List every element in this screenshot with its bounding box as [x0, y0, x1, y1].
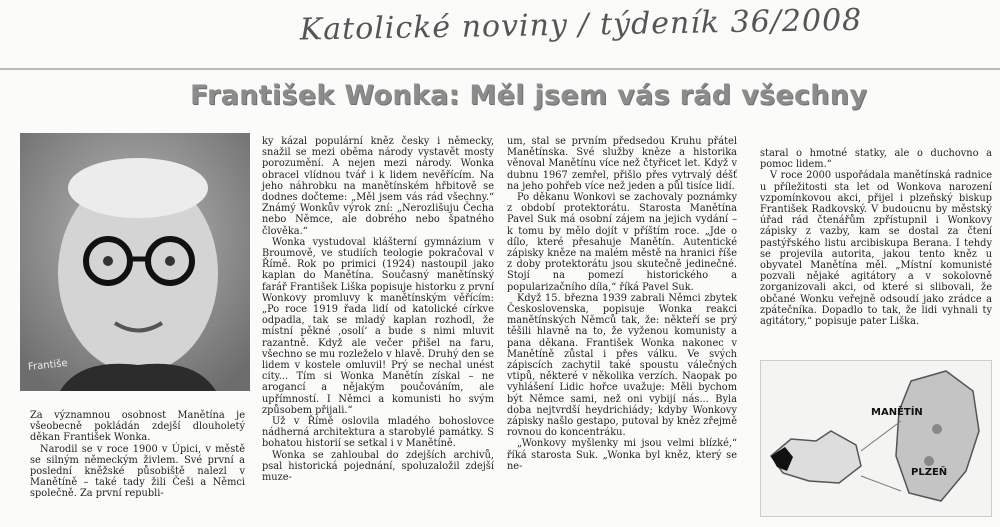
manetin-dot	[932, 424, 942, 434]
paragraph: staral o hmotné statky, ale o duchovno a pomoc lidem.“	[760, 148, 992, 171]
photo-caption: Za významnou osobnost Manětína je všeobecně pokládán zdejší dlouholetý děkan František Wonka.	[30, 410, 245, 444]
paragraph: Po děkanu Wonkovi se zachovaly poznámky z období protektorátu. Starosta Manětína Pavel Suk má osobní zájem na jejich vydání – k tomu by mělo dojít v příštím roce. „Jde o dílo, které přesahuje Manětín. Autentické zápisky kněze na malém městě na hranici říše z doby protektorátu jsou skutečně jedinečné. Stojí na pomezí historického a popularizačního díla,“ říká Pavel Suk.	[507, 192, 737, 293]
map-label-manetin: MANĚTÍN	[871, 407, 923, 418]
paragraph: Už v Římě oslovila mladého bohoslovce nádherná architektura a starobylé památky. S bohatou historií se setkal i v Manětíně.	[262, 416, 494, 450]
portrait-photo	[20, 133, 250, 391]
paragraph: Wonka vystudoval klášterní gymnázium v Broumově, ve studiích teologie pokračoval v Římě. Rok po primici (1924) nastoupil jako kaplan do Manětína. Současný manětínský farář František Liška popisuje historku z první Wonkovy promluvy k manětínským věřícím: „Po roce 1919 řada lidí od katolické církve odpadla, tak se mladý kaplan rozhodl, že místní pěkné ‚osolí‘ a bude s nimi mluvit razantně. Když ale večer přišel na faru, všechno se mu rozleželo v hlavě. Druhý den se lidem v kostele omluvil! Prý se nechal unést city... Tím si Wonka Manětín získal – ne arogancí a nějakým poučováním, ale upřímností. I Němci a komunisti ho svým způsobem přijali.“	[262, 236, 494, 416]
column-2	[262, 136, 494, 483]
column-3	[507, 136, 737, 472]
portrait-image	[20, 133, 250, 391]
paragraph: um, stal se prvním předsedou Kruhu přátel Manětínska. Své služby kněze a historika věnoval Manětínu více než čtyřicet let. Když v dubnu 1967 zemřel, přišlo přes vytrvalý déšť na jeho pohřeb více než jeden a půl tisíce lidí.	[507, 136, 737, 192]
map-label-plzen: PLZEŇ	[911, 467, 948, 478]
paragraph: „Wonkovy myšlenky mi jsou velmi blízké,“ říká starosta Suk. „Wonka byl kněz, který se ne-	[507, 438, 737, 472]
handwritten-source-note: Katolické noviny / týdeník 36/2008	[299, 2, 863, 48]
top-rule	[0, 68, 1000, 70]
paragraph: Když 15. března 1939 zabrali Němci zbytek Československa, popisuje Wonka reakci manětínských Němců tak, že: někteří se prý těšili hlavně na to, že vyženou komunisty a pana děkana. František Wonka nakonec v Manětíně zůstal i přes válku. Ve svých zápiscích zachytil také spoustu válečných vtipů, některé v několika verzích. Naopak po vyhlášení Lidic hořce uvažuje: Měli bychom být Němce sami, než oni vybijí nás... Byla doba nejtvrdší heydrichiády; kdyby Wonkovy zápisky našlo gestapo, putoval by kněz zřejmě rovnou do koncentráku.	[507, 292, 737, 439]
plzen-dot	[924, 456, 934, 466]
plzen-region-outline	[896, 371, 979, 501]
paragraph: V roce 2000 uspořádala manětínská radnice u příležitosti sta let od Wonkova narození vzpomínkovou akci, přijel i plzeňský biskup František Radkovský. V budoucnu by městský úřad rád čtenářům zpřístupnil i Wonkovy zápisky z vazby, kam se dostal za čtení pastýřského listu arcibiskupa Berana. I tehdy se projevila autorita, jakou tento kněz u obyvatel Manětína měl. „Místní komunisté pozvali nějaké agitátory a v sokolovně zorganizovali akci, od které si slibovali, že občané Wonku veřejně odsoudí jako zrádce a zpátečníka. Dopadlo to tak, že lidi vyhnali ty agitátory,“ popisuje pater Liška.	[760, 170, 992, 328]
paragraph: Wonka se zahloubal do zdejších archivů, psal historická pojednání, spoluzaložil zdejší muze-	[262, 449, 494, 484]
map-graphic	[761, 361, 991, 516]
article-headline: František Wonka: Měl jsem vás rád všechny	[190, 80, 868, 111]
photo-credit: Františe	[27, 357, 69, 374]
column-4	[760, 148, 992, 327]
column-1	[30, 410, 245, 500]
region-map	[760, 360, 992, 517]
paragraph: ky kázal populární kněz česky i německy, snažil se mezi oběma národy vystavět mosty porozumění. A nejen mezi národy. Wonka obracel vlídnou tvář i k lidem nevěřícím. Na jeho náhrobku na manětínském hřbitově se dodnes dočteme: „Měl jsem vás rád všechny.“ Známý Wonkův výrok zní: „Nerozlišuju Čecha nebo Němce, ale dobrého nebo špatného člověka.“	[262, 136, 494, 237]
paragraph: Narodil se v roce 1900 v Úpici, v městě se silným německým živlem. Své první a poslední kněžské působiště nalezl v Manětíně – také tady žili Češi a Němci společně. Za první republi-	[30, 443, 245, 500]
